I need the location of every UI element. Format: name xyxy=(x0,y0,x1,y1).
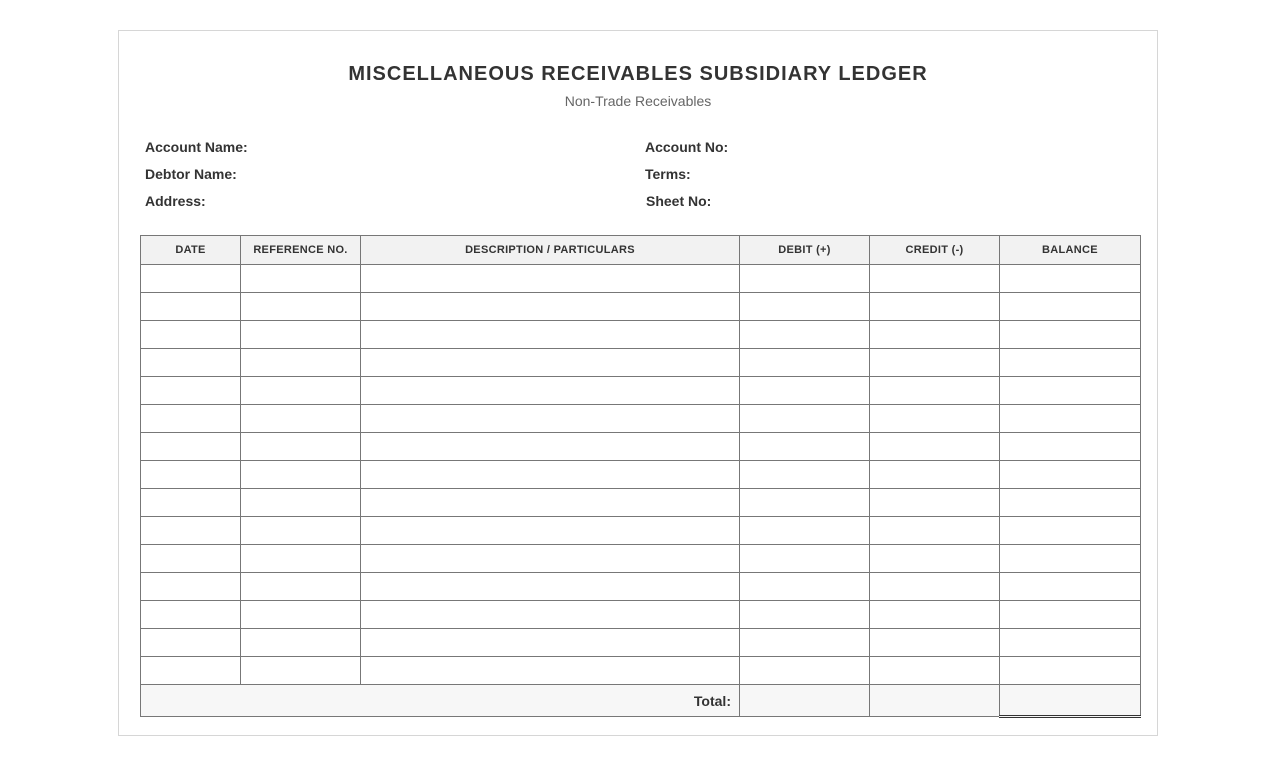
column-header-reference: REFERENCE NO. xyxy=(241,236,361,265)
debit-cell[interactable] xyxy=(740,545,870,573)
table-row xyxy=(141,293,1141,321)
date-cell[interactable] xyxy=(141,545,241,573)
balance-cell[interactable] xyxy=(1000,461,1141,489)
balance-cell[interactable] xyxy=(1000,601,1141,629)
table-row xyxy=(141,657,1141,685)
debit-cell[interactable] xyxy=(740,657,870,685)
balance-cell[interactable] xyxy=(1000,433,1141,461)
balance-cell[interactable] xyxy=(1000,265,1141,293)
date-cell[interactable] xyxy=(141,573,241,601)
table-row xyxy=(141,573,1141,601)
date-cell[interactable] xyxy=(141,321,241,349)
reference-cell[interactable] xyxy=(241,265,361,293)
credit-cell[interactable] xyxy=(870,377,1000,405)
column-header-date: DATE xyxy=(141,236,241,265)
table-row xyxy=(141,517,1141,545)
ledger-header-row xyxy=(141,236,1141,265)
date-cell[interactable] xyxy=(141,349,241,377)
description-cell[interactable] xyxy=(361,433,740,461)
credit-cell[interactable] xyxy=(870,601,1000,629)
reference-cell[interactable] xyxy=(241,489,361,517)
balance-cell[interactable] xyxy=(1000,545,1141,573)
description-cell[interactable] xyxy=(361,573,740,601)
sheet-no-label: Sheet No: xyxy=(646,193,712,209)
date-cell[interactable] xyxy=(141,629,241,657)
description-cell[interactable] xyxy=(361,601,740,629)
description-cell[interactable] xyxy=(361,657,740,685)
reference-cell[interactable] xyxy=(241,545,361,573)
account-name-label: Account Name: xyxy=(145,139,248,155)
description-cell[interactable] xyxy=(361,545,740,573)
ledger-body xyxy=(141,265,1141,685)
column-header-debit: DEBIT (+) xyxy=(740,236,870,265)
balance-cell[interactable] xyxy=(1000,629,1141,657)
date-cell[interactable] xyxy=(141,265,241,293)
date-cell[interactable] xyxy=(141,489,241,517)
ledger-table xyxy=(140,235,1141,718)
reference-cell[interactable] xyxy=(241,517,361,545)
reference-cell[interactable] xyxy=(241,657,361,685)
reference-cell[interactable] xyxy=(241,629,361,657)
debit-cell[interactable] xyxy=(740,321,870,349)
reference-cell[interactable] xyxy=(241,601,361,629)
credit-cell[interactable] xyxy=(870,433,1000,461)
debit-cell[interactable] xyxy=(740,405,870,433)
credit-cell[interactable] xyxy=(870,293,1000,321)
credit-cell[interactable] xyxy=(870,265,1000,293)
balance-cell[interactable] xyxy=(1000,657,1141,685)
credit-cell[interactable] xyxy=(870,573,1000,601)
date-cell[interactable] xyxy=(141,433,241,461)
balance-cell[interactable] xyxy=(1000,517,1141,545)
balance-cell[interactable] xyxy=(1000,293,1141,321)
credit-cell[interactable] xyxy=(870,489,1000,517)
table-row xyxy=(141,461,1141,489)
description-cell[interactable] xyxy=(361,461,740,489)
credit-cell[interactable] xyxy=(870,629,1000,657)
debtor-name-label: Debtor Name: xyxy=(145,166,237,182)
description-cell[interactable] xyxy=(361,489,740,517)
description-cell[interactable] xyxy=(361,517,740,545)
debit-cell[interactable] xyxy=(740,517,870,545)
date-cell[interactable] xyxy=(141,461,241,489)
credit-cell[interactable] xyxy=(870,461,1000,489)
reference-cell[interactable] xyxy=(241,405,361,433)
ledger-sheet xyxy=(118,30,1158,736)
terms-label: Terms: xyxy=(645,166,691,182)
table-row xyxy=(141,489,1141,517)
debit-cell[interactable] xyxy=(740,349,870,377)
reference-cell[interactable] xyxy=(241,293,361,321)
debit-cell[interactable] xyxy=(740,433,870,461)
date-cell[interactable] xyxy=(141,293,241,321)
description-cell[interactable] xyxy=(361,405,740,433)
credit-cell[interactable] xyxy=(870,405,1000,433)
debit-cell[interactable] xyxy=(740,601,870,629)
reference-cell[interactable] xyxy=(241,573,361,601)
reference-cell[interactable] xyxy=(241,349,361,377)
debit-cell[interactable] xyxy=(740,629,870,657)
credit-cell[interactable] xyxy=(870,517,1000,545)
account-no-label: Account No: xyxy=(645,139,729,155)
balance-cell[interactable] xyxy=(1000,349,1141,377)
page-title: MISCELLANEOUS RECEIVABLES SUBSIDIARY LEDGER xyxy=(348,63,928,85)
description-cell[interactable] xyxy=(361,265,740,293)
table-row xyxy=(141,405,1141,433)
table-row xyxy=(141,601,1141,629)
debit-cell[interactable] xyxy=(740,573,870,601)
date-cell[interactable] xyxy=(141,405,241,433)
date-cell[interactable] xyxy=(141,657,241,685)
reference-cell[interactable] xyxy=(241,461,361,489)
debit-cell[interactable] xyxy=(740,293,870,321)
debit-cell[interactable] xyxy=(740,265,870,293)
reference-cell[interactable] xyxy=(241,433,361,461)
total-credit-cell[interactable] xyxy=(870,685,1000,717)
credit-cell[interactable] xyxy=(870,321,1000,349)
column-header-balance: BALANCE xyxy=(1000,236,1141,265)
balance-cell[interactable] xyxy=(1000,377,1141,405)
credit-cell[interactable] xyxy=(870,657,1000,685)
column-header-description: DESCRIPTION / PARTICULARS xyxy=(361,236,740,265)
balance-cell[interactable] xyxy=(1000,573,1141,601)
credit-cell[interactable] xyxy=(870,349,1000,377)
page-subtitle: Non-Trade Receivables xyxy=(564,93,712,109)
table-row xyxy=(141,545,1141,573)
total-debit-cell[interactable] xyxy=(740,685,870,717)
description-cell[interactable] xyxy=(361,321,740,349)
total-row xyxy=(141,685,1141,717)
total-label: Total: xyxy=(141,685,740,717)
reference-cell[interactable] xyxy=(241,321,361,349)
reference-cell[interactable] xyxy=(241,377,361,405)
credit-cell[interactable] xyxy=(870,545,1000,573)
debit-cell[interactable] xyxy=(740,377,870,405)
date-cell[interactable] xyxy=(141,601,241,629)
description-cell[interactable] xyxy=(361,349,740,377)
table-row xyxy=(141,321,1141,349)
table-row xyxy=(141,349,1141,377)
date-cell[interactable] xyxy=(141,517,241,545)
balance-cell[interactable] xyxy=(1000,405,1141,433)
table-row xyxy=(141,377,1141,405)
debit-cell[interactable] xyxy=(740,489,870,517)
table-row xyxy=(141,629,1141,657)
description-cell[interactable] xyxy=(361,629,740,657)
table-row xyxy=(141,265,1141,293)
address-label: Address: xyxy=(145,193,206,209)
table-row xyxy=(141,433,1141,461)
description-cell[interactable] xyxy=(361,293,740,321)
balance-cell[interactable] xyxy=(1000,321,1141,349)
balance-cell[interactable] xyxy=(1000,489,1141,517)
description-cell[interactable] xyxy=(361,377,740,405)
debit-cell[interactable] xyxy=(740,461,870,489)
date-cell[interactable] xyxy=(141,377,241,405)
column-header-credit: CREDIT (-) xyxy=(870,236,1000,265)
total-balance-cell[interactable] xyxy=(1000,685,1141,717)
